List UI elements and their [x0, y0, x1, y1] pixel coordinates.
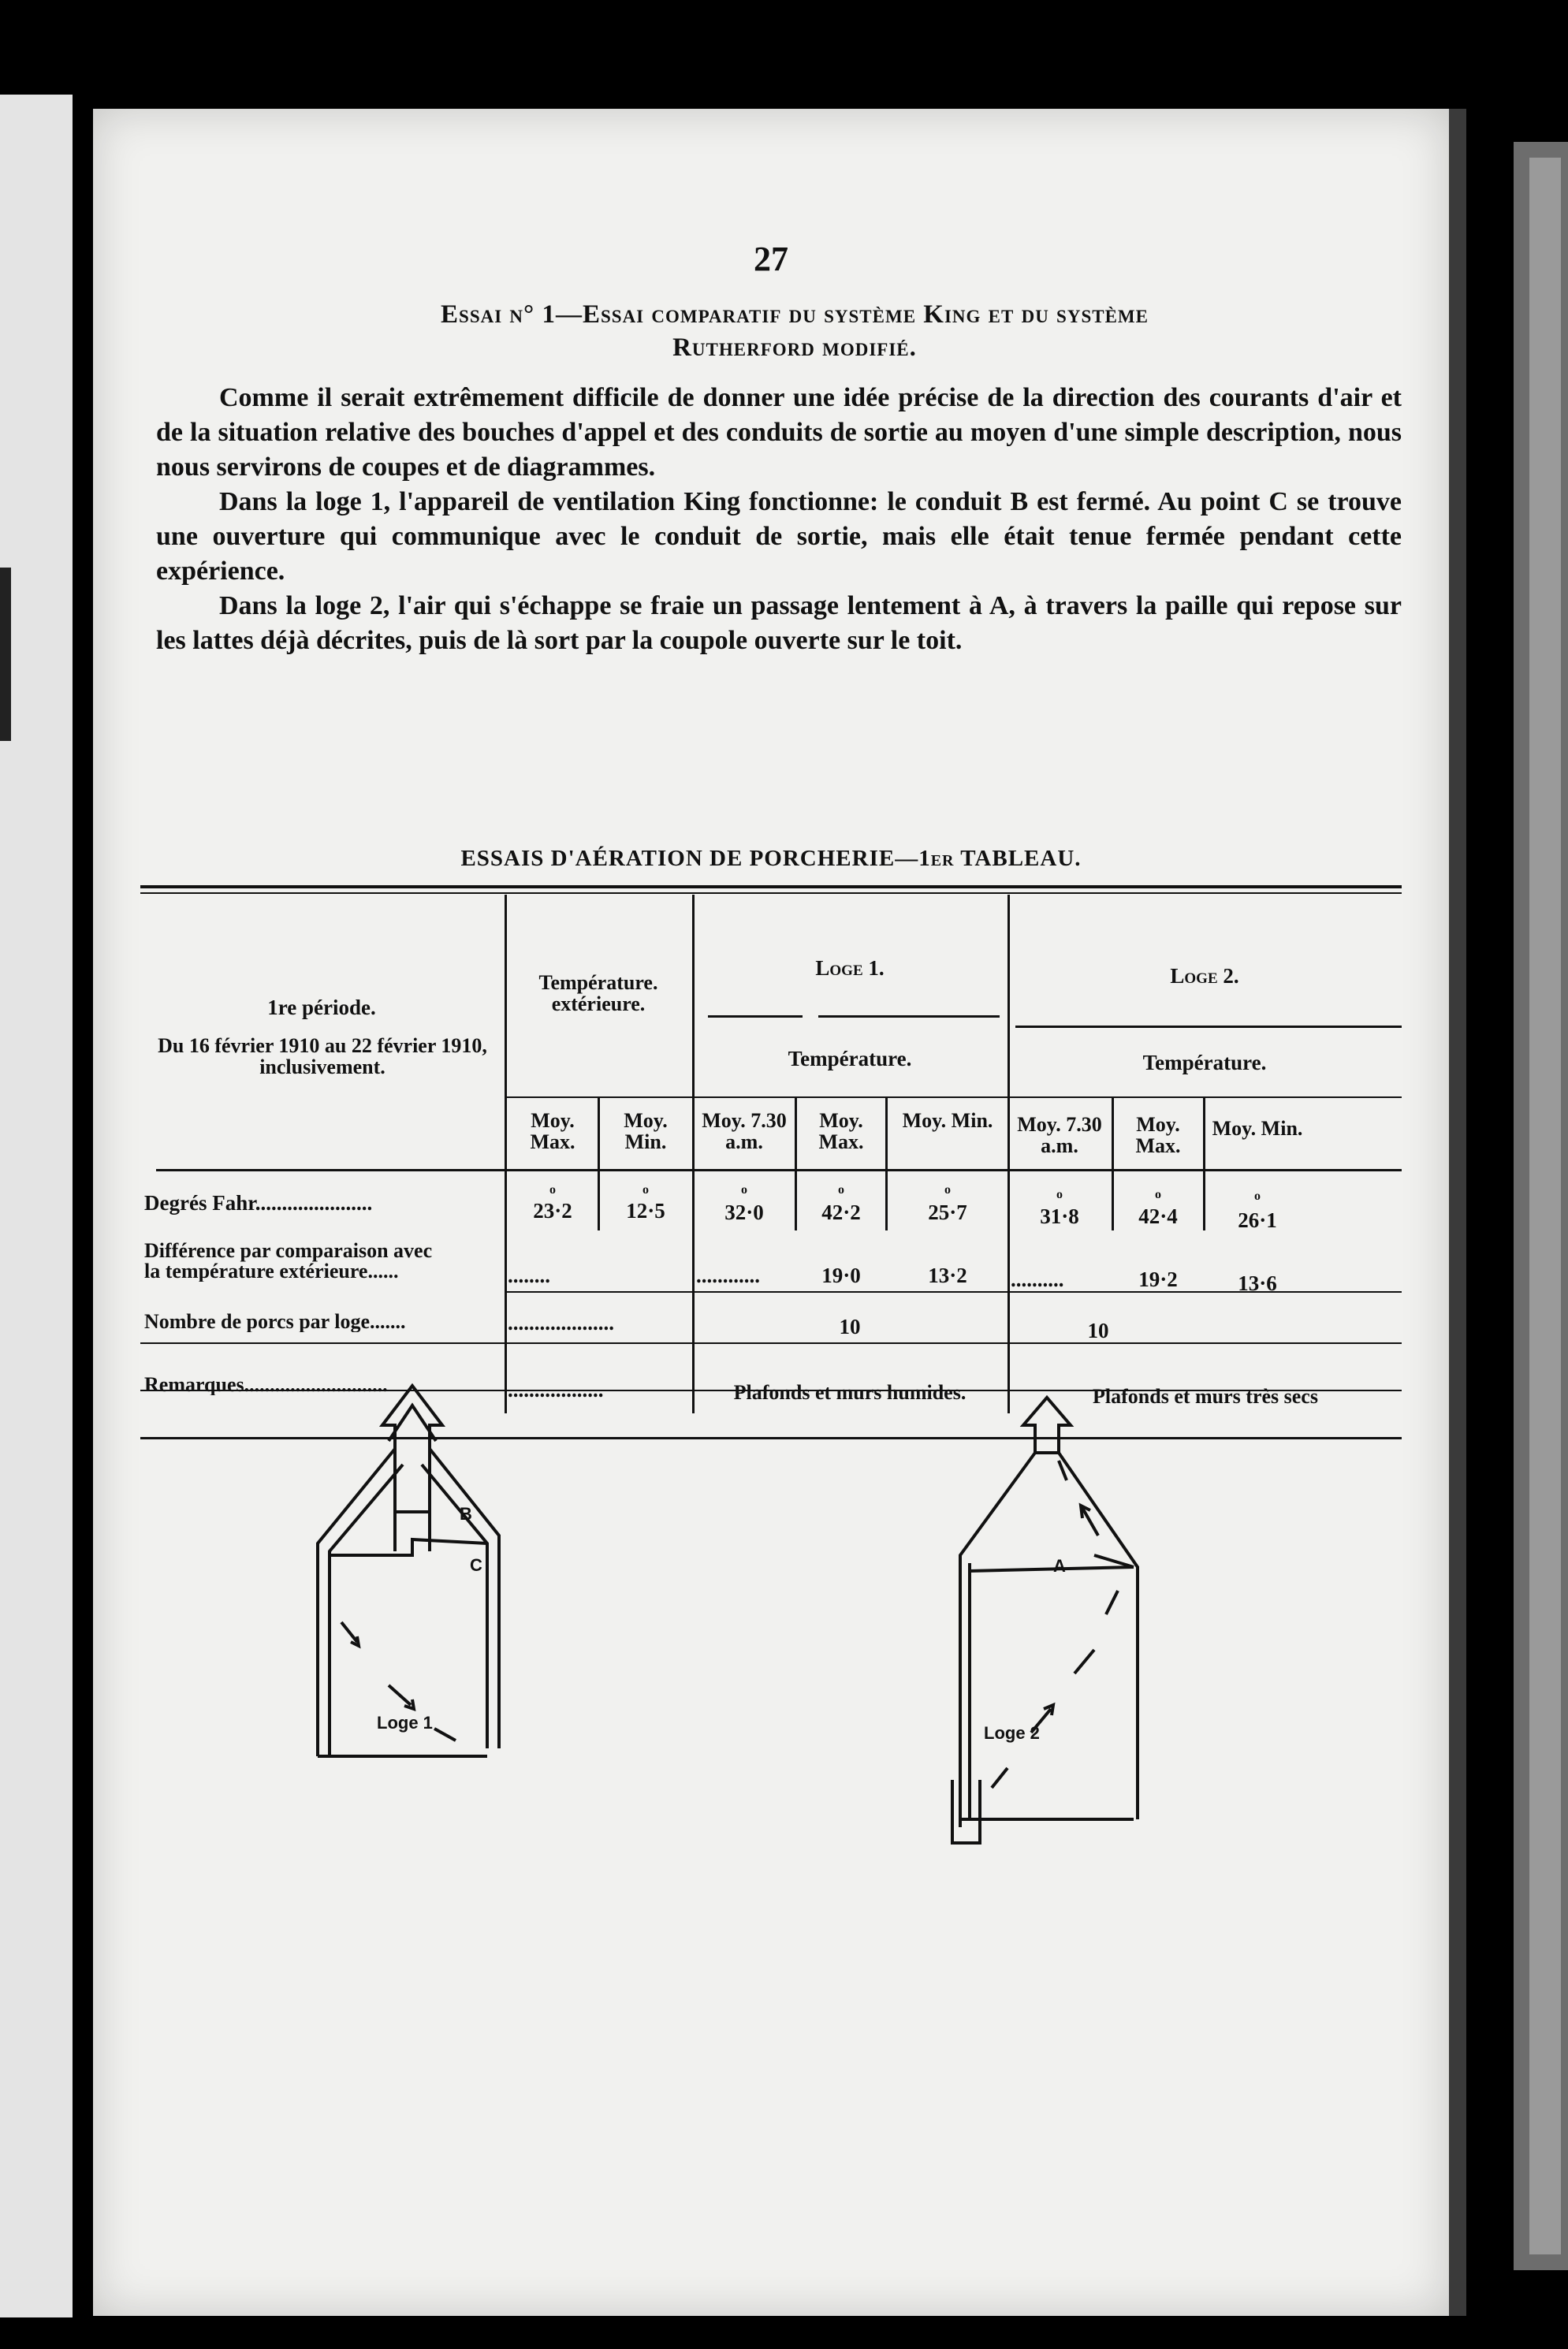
- loge2-right-wall: [1059, 1453, 1138, 1819]
- loge2-ceiling: [970, 1567, 1134, 1571]
- value-ext-min: 12·5: [626, 1199, 665, 1223]
- col-l2-moy-min: Moy. Min.: [1212, 1117, 1303, 1140]
- paragraph-3: Dans la loge 2, l'air qui s'échappe se fraie un passage lentement à A, à travers la paille qui repose sur les lattes déjà décrites, puis de là sort par la coupole ouverte sur le toit.: [156, 591, 1402, 655]
- dots-porcs: ....................: [508, 1311, 614, 1335]
- col-l2-moy-730: Moy. 7.30 a.m.: [1017, 1113, 1102, 1157]
- loge1-ceiling: [330, 1539, 487, 1555]
- col-rule-7: [1112, 1098, 1114, 1230]
- table-title-end: TABLEAU.: [954, 846, 1082, 871]
- row-label-difference-1: Différence par comparaison avec: [144, 1239, 433, 1262]
- loge2-roof-vent: [1023, 1398, 1071, 1453]
- table-top-rule: [140, 885, 1402, 888]
- value-diff-l2-max: 19·2: [1138, 1268, 1178, 1291]
- value-l1-min: 25·7: [928, 1201, 967, 1224]
- loge1-header: Loge 1.: [815, 956, 885, 980]
- loge1-temperature-header: Température.: [788, 1047, 912, 1070]
- value-l2-max: 42·4: [1138, 1204, 1178, 1228]
- left-strip-shadow: [0, 568, 11, 741]
- temp-ext-header: Température. extérieure.: [538, 971, 658, 1015]
- value-l2-min: 26·1: [1238, 1208, 1277, 1232]
- degree-mark: o: [741, 1183, 747, 1197]
- loge1-air-flow: [341, 1622, 357, 1642]
- row-label-porcs: Nombre de porcs par loge.......: [144, 1311, 406, 1332]
- value-diff-l2-min: 13·6: [1238, 1271, 1277, 1295]
- loge1-air-flow-2: [389, 1685, 411, 1705]
- table-title-main: ESSAIS D'AÉRATION DE PORCHERIE—1: [460, 846, 931, 871]
- degree-mark: o: [838, 1183, 844, 1197]
- value-porcs-l1: 10: [839, 1315, 861, 1338]
- col-l2-moy-max: Moy. Max.: [1135, 1113, 1181, 1157]
- col-l1-moy-min: Moy. Min.: [902, 1109, 993, 1132]
- remarque-loge2: Plafonds et murs très secs: [1093, 1385, 1318, 1408]
- loge2-air-flow-5: [1082, 1508, 1098, 1536]
- col-l1-moy-730: Moy. 7.30 a.m.: [702, 1109, 787, 1153]
- loge2-rule: [1015, 1026, 1402, 1028]
- loge2-inlet-duct: [952, 1780, 980, 1843]
- loge2-diagram: [897, 1378, 1228, 1922]
- loge2-air-flow-4: [1106, 1591, 1118, 1614]
- loge2-slats: [1094, 1555, 1134, 1567]
- dots-remarques: ..................: [508, 1378, 604, 1402]
- col-rule-2: [598, 1098, 600, 1230]
- loge2-temperature-header: Température.: [1142, 1051, 1267, 1074]
- table-top-rule-thin: [140, 892, 1402, 894]
- loge1-diagram: [294, 1370, 625, 1914]
- loge2-label: Loge 2: [984, 1723, 1040, 1743]
- col-l1-moy-max: Moy. Max.: [818, 1109, 864, 1153]
- section-title: [251, 298, 1339, 364]
- subheader-rule: [505, 1096, 1402, 1098]
- degree-mark: o: [642, 1183, 649, 1197]
- col-rule-5: [885, 1098, 888, 1230]
- degree-mark: o: [1254, 1189, 1261, 1203]
- page-number: 27: [754, 240, 788, 278]
- loge1-air-flow-3: [434, 1729, 456, 1740]
- row-label-remarques: Remarques............................: [144, 1374, 388, 1395]
- porcs-bottom-rule: [140, 1342, 1402, 1344]
- dots-diff-l2: ..........: [1011, 1268, 1064, 1291]
- section-title-line-1: Essai n° 1—Essai comparatif du système King et du système: [441, 300, 1149, 329]
- period-label: 1re période.: [267, 996, 376, 1019]
- loge2-air-flow-3: [1075, 1650, 1094, 1673]
- loge1-mark-b: B: [460, 1504, 472, 1524]
- body-text: [156, 381, 1402, 658]
- loge1-rule-b: [818, 1015, 1000, 1018]
- dots-diff-ext: ........: [508, 1264, 550, 1287]
- loge1-label: Loge 1: [377, 1713, 433, 1733]
- degree-mark: o: [1155, 1188, 1161, 1201]
- loge2-mark-a: A: [1053, 1556, 1066, 1576]
- row-label-degres: Degrés Fahr......................: [144, 1191, 373, 1215]
- dots-diff-l1: ............: [696, 1264, 760, 1287]
- value-l1-730: 32·0: [724, 1201, 764, 1224]
- degree-mark: o: [1056, 1188, 1063, 1201]
- col-rule-8: [1203, 1098, 1205, 1230]
- row-label-difference-2: la température extérieure......: [144, 1260, 399, 1282]
- table-title-superscript: ER: [930, 852, 955, 869]
- adjacent-page-right-inner: [1529, 158, 1561, 2254]
- paragraph-2: Dans la loge 1, l'appareil de ventilation King fonctionne: le conduit B est fermé. Au point C se trouve une ouverture qui communique avec le conduit de sortie, mais elle était tenue fermée pendant cette expérience.: [156, 487, 1402, 586]
- header-bottom-rule: [156, 1169, 1402, 1171]
- loge2-air-flow-1: [992, 1768, 1007, 1788]
- col-ext-moy-min: Moy. Min.: [624, 1109, 668, 1153]
- loge1-mark-c: C: [470, 1555, 482, 1575]
- degree-mark: o: [944, 1183, 951, 1197]
- adjacent-page-left: [0, 95, 73, 2317]
- section-title-line-2: Rutherford modifié.: [672, 333, 917, 362]
- aeration-table: [140, 885, 1402, 1441]
- remarque-loge1: Plafonds et murs humides.: [733, 1381, 966, 1404]
- value-diff-l1-max: 19·0: [821, 1264, 861, 1287]
- loge2-header: Loge 2.: [1170, 964, 1239, 988]
- document-page: [93, 109, 1466, 2316]
- degree-mark: o: [549, 1183, 556, 1197]
- col-rule-4: [795, 1098, 797, 1230]
- value-l1-max: 42·2: [821, 1201, 861, 1224]
- loge2-left-wall: [960, 1453, 1035, 1827]
- loge1-rule-a: [708, 1015, 803, 1018]
- paragraph-1: Comme il serait extrêmement difficile de donner une idée précise de la direction des courants d'air et de la situation relative des bouches d'appel et des conduits de sortie au moyen d'une simple description, nous nous servirons de coupes et de diagrammes.: [156, 383, 1402, 482]
- table-title: [93, 846, 1449, 872]
- value-ext-max: 23·2: [533, 1199, 572, 1223]
- value-l2-730: 31·8: [1040, 1204, 1079, 1228]
- col-ext-moy-max: Moy. Max.: [530, 1109, 575, 1153]
- value-diff-l1-min: 13·2: [928, 1264, 967, 1287]
- period-range: Du 16 février 1910 au 22 février 1910, inclusivement.: [158, 1034, 487, 1078]
- value-porcs-l2: 10: [1087, 1319, 1109, 1342]
